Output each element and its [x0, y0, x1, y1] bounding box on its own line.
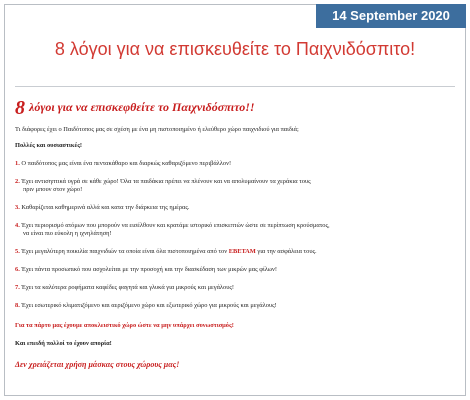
reason-item — [15, 160, 455, 168]
intro-text: Τι διάφορες έχει ο Παιδότοπος μας σε σχέση με ένα μη πιστοποιημένο ή ελεύθερο χώρο παιχνιδιού για παιδιά; — [15, 126, 299, 133]
mask-note: Δεν χρειάζεται χρήση μάσκας στους χώρους μας! — [15, 360, 180, 369]
image-title-number: 8 — [15, 97, 25, 119]
reason-text-continued: να είναι πιο εύκολη η ιχνηλάτηση! — [23, 230, 112, 237]
party-note: Για τα πάρτυ μας έχουμε αποκλειστικό χώρο ώστε να μην υπάρχει συνωστισμός! — [15, 322, 234, 329]
reason-item — [15, 266, 455, 274]
reason-text: Έχει τα καλύτερα ροφήματα καφέδες φαγητά και γλυκά για μικρούς και μεγάλους! — [21, 284, 235, 291]
article-image — [15, 97, 455, 370]
reason-text: Έχει μεγαλύτερη ποικιλία παιχνιδιών τα οποία είναι όλα πιστοποιημένα από τον — [21, 248, 228, 255]
reason-item — [15, 284, 455, 292]
reason-number: 6. — [15, 266, 20, 273]
date-badge: 14 September 2020 — [316, 4, 466, 28]
reason-text: Έχει περιορισμό ατόμων που μπορούν να εισέλθουν και κρατάμε ιστορικό επισκεπτών ώστε σε περίπτωση κρούσματος, — [21, 222, 330, 229]
reason-text: Έχει εσωτερικό κλιματιζόμενο και αεριζόμενο χώρο και εξωτερικό χώρο για μικρούς και μεγάλους! — [21, 302, 277, 309]
image-title-text: λόγοι για να επισκεφθείτε το Παιχνιδόσπιτο!! — [29, 100, 255, 114]
reason-item — [15, 248, 455, 256]
reason-text: Έχει πάντα προσωπικό που ασχολείται με την προσοχή και την διασκέδαση των μικρών μας φίλων! — [21, 266, 278, 273]
outro-text: Και επειδή πολλοί το έχουν απορία! — [15, 340, 112, 347]
article-headline[interactable]: 8 λόγοι για να επισκευθείτε το Παιχνιδόσπιτο! — [54, 39, 416, 59]
reason-item — [15, 222, 455, 238]
reason-item — [15, 178, 455, 194]
reason-number: 7. — [15, 284, 20, 291]
reason-item — [15, 302, 455, 310]
image-title — [15, 97, 455, 118]
reason-number: 8. — [15, 302, 20, 309]
reason-item — [15, 204, 455, 212]
article-card — [4, 4, 466, 396]
reason-number: 5. — [15, 248, 20, 255]
reason-number: 4. — [15, 222, 20, 229]
intro-answer: Πολλές και ουσιαστικές! — [15, 142, 83, 149]
reason-text-continued: πριν μπουν στον χώρο! — [23, 186, 83, 193]
divider — [15, 86, 455, 87]
reason-text-continued: για την ασφάλεια τους. — [257, 248, 317, 255]
reason-text: Έχει αντισηπτικά υγρά σε κάθε χώρο! Όλα τα παιδάκια πρέπει να πλένουν και να απολυμαίνουν τα χεράκια τους — [21, 178, 311, 185]
reason-text: Καθαρίζεται καθημερινά αλλά και κατα την διάρκεια της ημέρας. — [21, 204, 190, 211]
reason-number: 3. — [15, 204, 20, 211]
reason-text: Ο παιδότοπος μας είναι ένα πεντακάθαρο και διαρκώς καθαριζόμενο περιβάλλον! — [21, 160, 232, 167]
reason-number: 1. — [15, 160, 20, 167]
reason-number: 2. — [15, 178, 20, 185]
certifier-highlight: ΕΒΕΤΑΜ — [228, 248, 256, 255]
